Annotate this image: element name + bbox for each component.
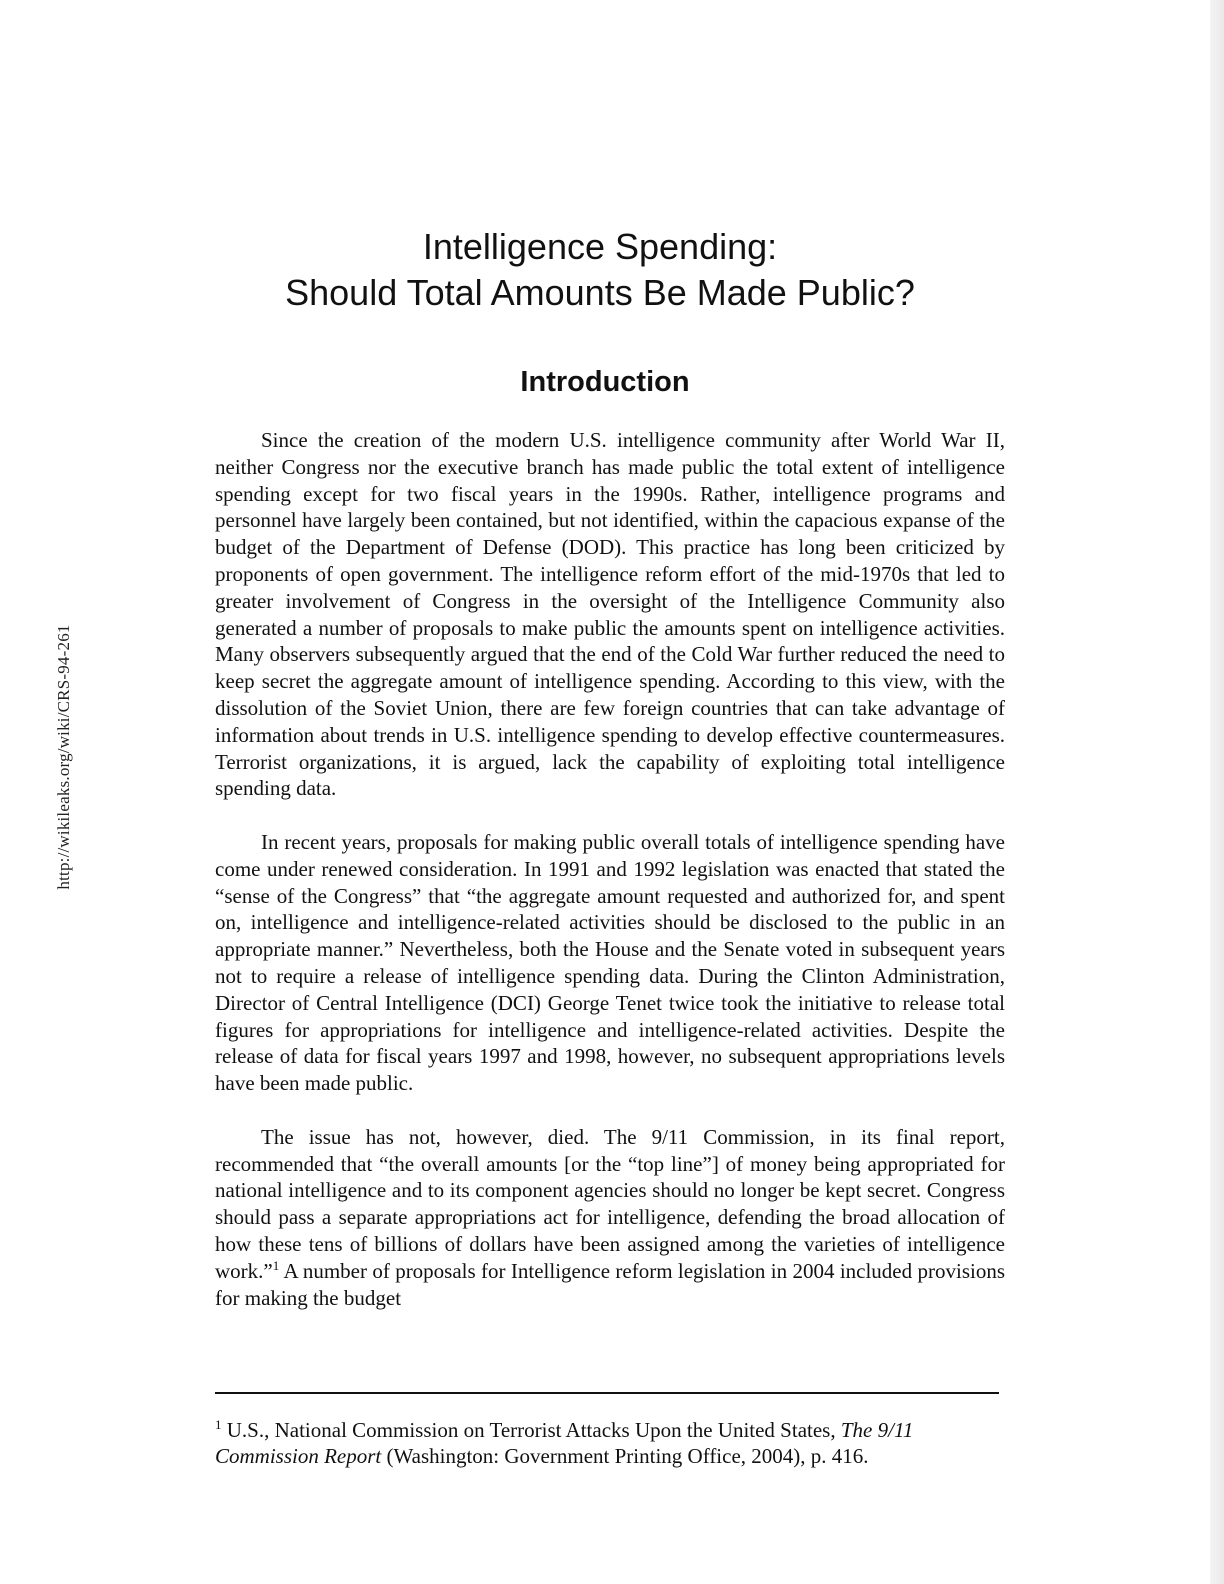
paragraph-3-text-after: A number of proposals for Intelligence reform legislation in 2004 included provisions for making the budget bbox=[215, 1258, 1005, 1310]
body-text bbox=[215, 427, 1005, 1338]
side-url-watermark: http://wikileaks.org/wiki/CRS-94-261 bbox=[54, 624, 73, 890]
title-line-2: Should Total Amounts Be Made Public? bbox=[285, 272, 915, 313]
footnote-text-after: (Washington: Government Printing Office, 2004), p. 416. bbox=[381, 1444, 869, 1468]
footnote-report-title: The 9/11 Commission Report bbox=[215, 1418, 914, 1468]
section-heading-introduction: Introduction bbox=[520, 366, 690, 398]
paragraph-2: In recent years, proposals for making public overall totals of intelligence spending have come under renewed consideration. In 1991 and 1992 legislation was enacted that stated the “sense of the Congress” that “the aggregate amount requested and authorized for, and spent on, intelligence and intelligence-related activities should be disclosed to the public in an appropriate manner.” Nevertheless, both the House and the Senate voted in subsequent years not to require a release of intelligence spending data. During the Clinton Administration, Director of Central Intelligence (DCI) George Tenet twice took the initiative to release total figures for appropriations for intelligence and intelligence-related activities. Despite the release of data for fiscal years 1997 and 1998, however, no subsequent appropriations levels have been made public. bbox=[215, 829, 1005, 1096]
document-title bbox=[200, 224, 1000, 316]
title-line-1: Intelligence Spending: bbox=[422, 226, 778, 267]
paragraph-1: Since the creation of the modern U.S. intelligence community after World War II, neither Congress nor the executive branch has made public the total extent of intelligence spending except for two fiscal years in the 1990s. Rather, intelligence programs and personnel have largely been contained, but not identified, within the capacious expanse of the budget of the Department of Defense (DOD). This practice has long been criticized by proponents of open government. The intelligence reform effort of the mid-1970s that led to greater involvement of Congress in the oversight of the Intelligence Community also generated a number of proposals to make public the amounts spent on intelligence activities. Many observers subsequently argued that the end of the Cold War further reduced the need to keep secret the aggregate amount of intelligence spending. According to this view, with the dissolution of the Soviet Union, there are few foreign countries that can take advantage of information about trends in U.S. intelligence spending to develop effective countermeasures. Terrorist organizations, it is argued, lack the capability of exploiting total intelligence spending data. bbox=[215, 428, 1005, 801]
footnote-text-before: U.S., National Commission on Terrorist Attacks Upon the United States, bbox=[221, 1418, 841, 1442]
footnote-marker: 1 bbox=[215, 1417, 222, 1432]
paragraph-3-text-before: The issue has not, however, died. The 9/11 Commission, in its final report, recommended that “the overall amounts [or the “top line”] of money being appropriated for national intelligence and to its component agencies should no longer be kept secret. Congress should pass a separate appropriations act for intelligence, defending the broad allocation of how these tens of billions of dollars have been assigned among the varieties of intelligence work.” bbox=[215, 1124, 1005, 1283]
page-edge-shadow bbox=[1210, 0, 1224, 1584]
footnote-1 bbox=[215, 1417, 1000, 1469]
footnote-reference[interactable]: 1 bbox=[272, 1257, 280, 1273]
paragraph-3 bbox=[215, 1124, 1005, 1312]
footnote-divider bbox=[215, 1392, 999, 1394]
